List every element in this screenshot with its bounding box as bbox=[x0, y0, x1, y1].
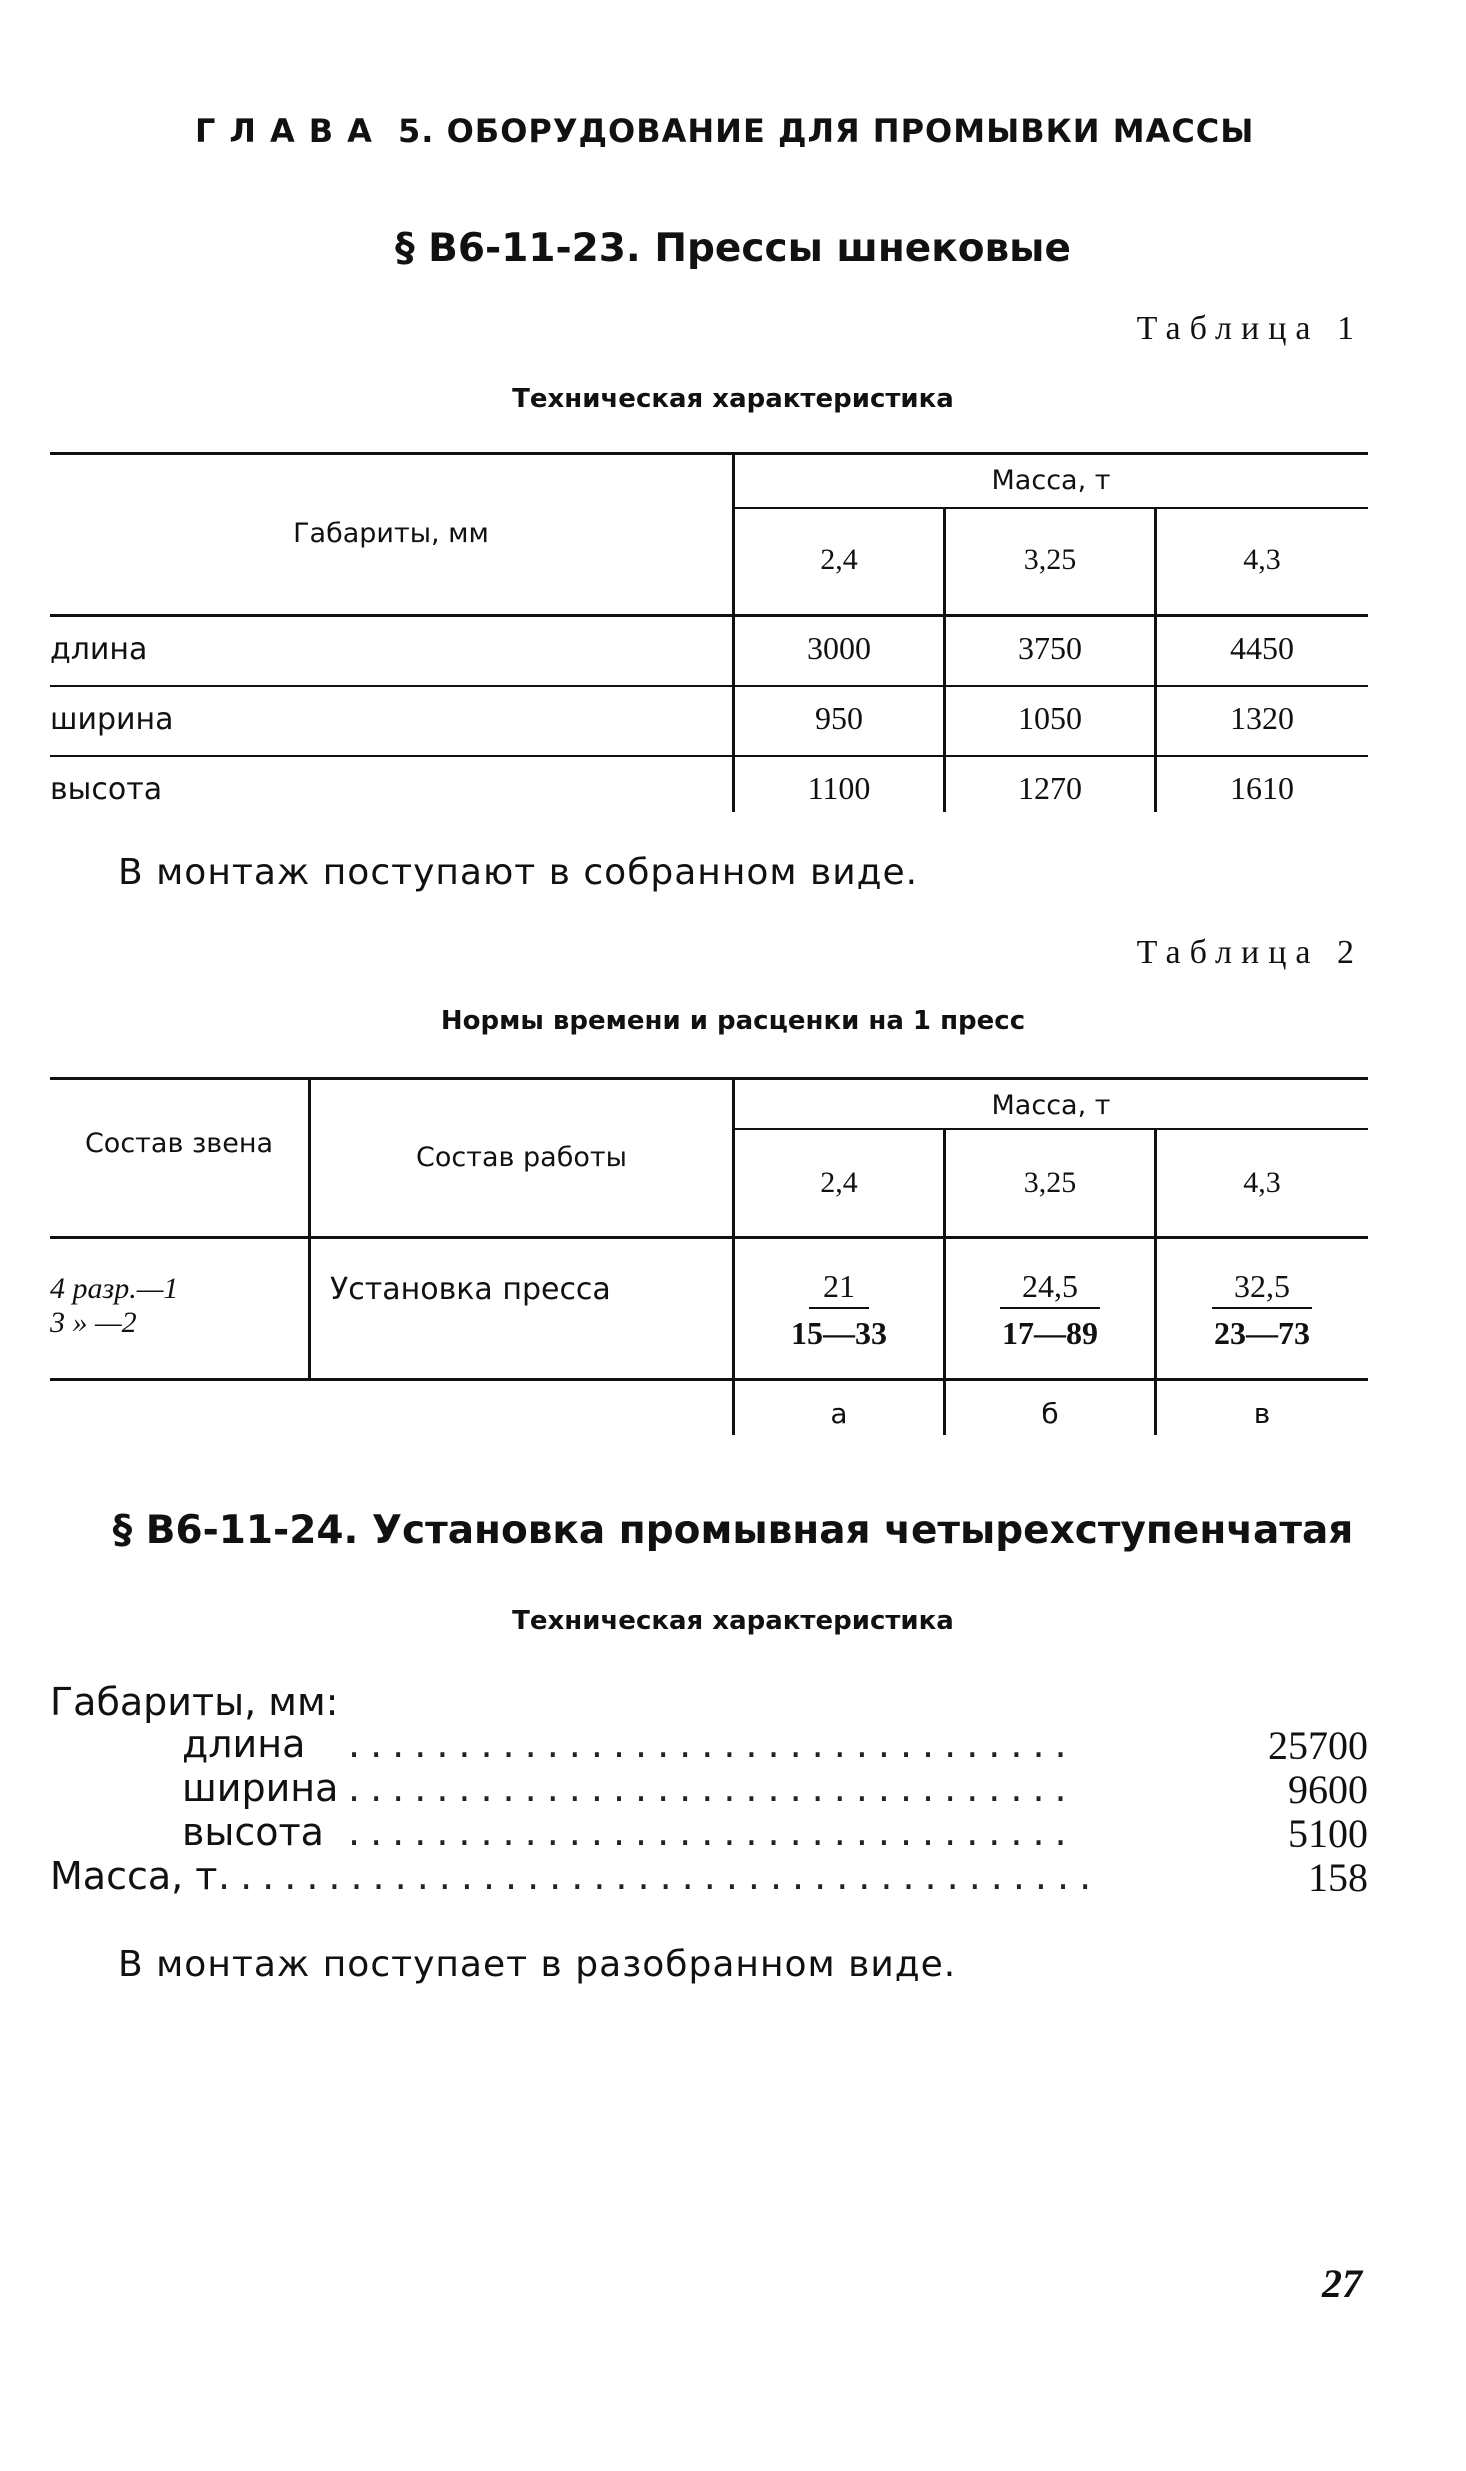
table1-stub-header: Габариты, мм bbox=[293, 518, 489, 549]
table2-work-header: Состав работы bbox=[416, 1142, 627, 1173]
table1-caption: Техническая характеристика bbox=[512, 384, 954, 414]
section2-caption: Техническая характеристика bbox=[512, 1606, 954, 1636]
table2-number: Таблица 2 bbox=[1136, 934, 1363, 971]
table1-row-label: длина bbox=[50, 632, 148, 667]
table1-cell: 3750 bbox=[1018, 630, 1082, 666]
table1-number: Таблица 1 bbox=[1136, 310, 1363, 347]
table2-col-header: 4,3 bbox=[1243, 1166, 1281, 1199]
spec-row bbox=[50, 1722, 1368, 1766]
chapter-heading bbox=[195, 112, 1254, 150]
table1-row-label: ширина bbox=[50, 702, 174, 737]
table2-rate-cell bbox=[734, 1268, 944, 1352]
leader-dots: ................................. bbox=[348, 1766, 1077, 1810]
table1-cell: 950 bbox=[815, 700, 863, 736]
spec-value: 158 bbox=[1308, 1855, 1368, 1900]
table2-footer-label: а bbox=[830, 1397, 848, 1430]
table2-crew bbox=[50, 1272, 178, 1340]
table2-group-header: Масса, т bbox=[991, 1090, 1111, 1121]
table2-col-header: 3,25 bbox=[1023, 1166, 1077, 1199]
spec-value: 5100 bbox=[1288, 1811, 1368, 1856]
table1-cell: 1270 bbox=[1018, 770, 1082, 806]
table1-cell: 1320 bbox=[1230, 700, 1294, 736]
spec-row-mass bbox=[50, 1854, 1368, 1898]
chapter-label: ГЛАВА bbox=[195, 112, 386, 150]
spec-value: 25700 bbox=[1268, 1723, 1368, 1768]
rate: 17—89 bbox=[1002, 1315, 1098, 1351]
norm-time: 21 bbox=[823, 1268, 855, 1304]
section-title-b6-11-24: § В6-11-24. Установка промывная четырехступенчатая bbox=[112, 1508, 1354, 1553]
table1-row-label: высота bbox=[50, 772, 163, 807]
spec-row bbox=[50, 1810, 1368, 1854]
table1-cell: 3000 bbox=[807, 630, 871, 666]
table1-cell: 1050 bbox=[1018, 700, 1082, 736]
table2-col-header: 2,4 bbox=[820, 1166, 858, 1199]
table1-col-header: 2,4 bbox=[820, 543, 858, 576]
rate: 23—73 bbox=[1214, 1315, 1310, 1351]
table2-crew-header: Состав звена bbox=[84, 1128, 274, 1159]
table2-footer-label: в bbox=[1253, 1397, 1271, 1430]
table1-cell: 1610 bbox=[1230, 770, 1294, 806]
spec-label: Масса, т bbox=[50, 1854, 218, 1898]
chapter-title: 5. ОБОРУДОВАНИЕ ДЛЯ ПРОМЫВКИ МАССЫ bbox=[398, 112, 1255, 150]
table2-rate-cell bbox=[1156, 1268, 1368, 1352]
table1-cell: 4450 bbox=[1230, 630, 1294, 666]
page-number: 27 bbox=[1322, 2261, 1362, 2306]
spec-label: ширина bbox=[182, 1766, 339, 1810]
leader-dots: ........................................ bbox=[218, 1854, 1102, 1898]
rate: 15—33 bbox=[791, 1315, 887, 1351]
section-title-b6-11-23: § В6-11-23. Прессы шнековые bbox=[395, 226, 1071, 271]
spec-value: 9600 bbox=[1288, 1767, 1368, 1812]
table1-group-header: Масса, т bbox=[991, 465, 1111, 496]
crew-line: 4 разр.—1 bbox=[50, 1272, 179, 1305]
spec-row bbox=[50, 1766, 1368, 1810]
leader-dots: ................................. bbox=[348, 1810, 1077, 1854]
norm-time: 24,5 bbox=[1022, 1268, 1078, 1304]
note-assembled: В монтаж поступают в собранном виде. bbox=[118, 852, 919, 893]
table1-cell: 1100 bbox=[807, 770, 871, 806]
table2-caption: Нормы времени и расценки на 1 пресс bbox=[440, 1006, 1026, 1036]
crew-line: 3 » —2 bbox=[50, 1306, 137, 1339]
note-disassembled: В монтаж поступает в разобранном виде. bbox=[118, 1944, 957, 1985]
table2-footer-label: б bbox=[1041, 1397, 1059, 1430]
table1-col-header: 4,3 bbox=[1243, 543, 1281, 576]
norm-time: 32,5 bbox=[1234, 1268, 1290, 1304]
spec-label: высота bbox=[182, 1810, 324, 1854]
table2-work: Установка пресса bbox=[330, 1272, 611, 1307]
specs-header: Габариты, мм: bbox=[50, 1680, 339, 1724]
table1-col-header: 3,25 bbox=[1023, 543, 1077, 576]
table2-rate-cell bbox=[945, 1268, 1155, 1352]
spec-label: длина bbox=[182, 1722, 306, 1766]
leader-dots: ................................. bbox=[348, 1722, 1077, 1766]
